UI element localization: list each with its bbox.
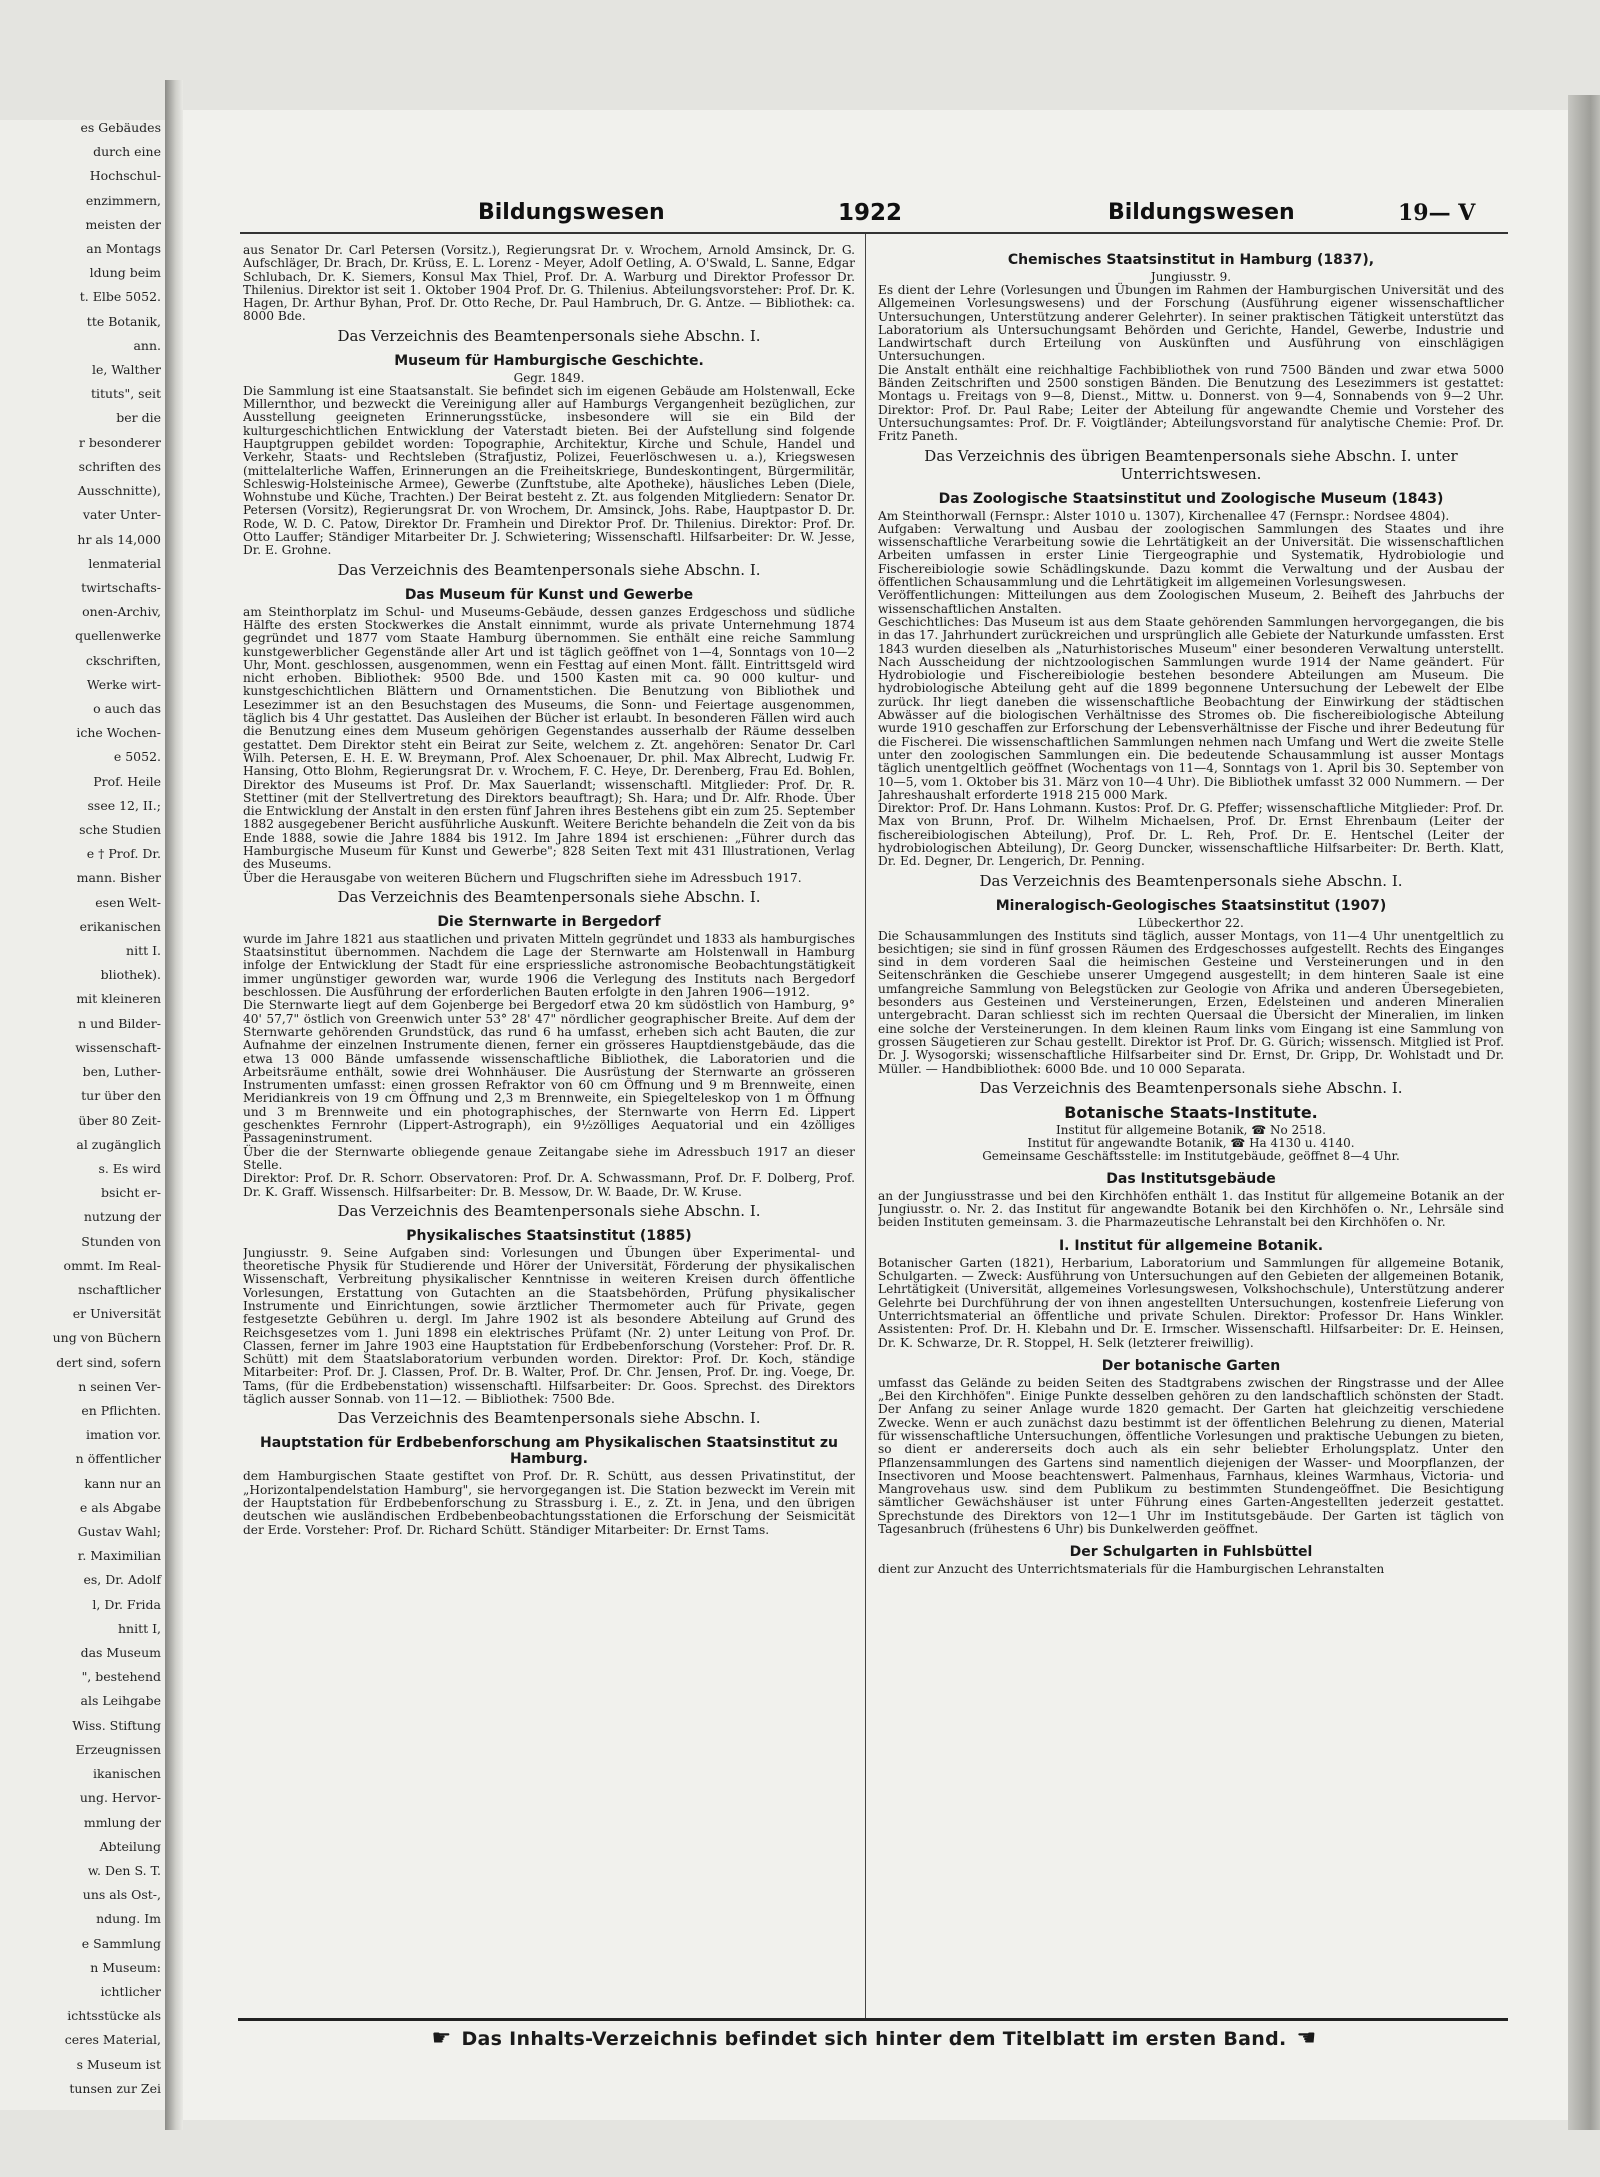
section-heading: Hauptstation für Erdbebenforschung am Physikalischen Staatsinstitut zu Hamburg. bbox=[260, 1435, 838, 1468]
body-paragraph: Geschichtliches: Das Museum ist aus dem Staate gehörenden Sammlungen hervorgegangen, die bis in das 17. Jahrhundert zurückreichen und ursprünglich alle Gebiete der Naturkunde umfassten. Erst 1843 wurden dieselben als „Naturhistorisches Museum" einer besonderen Verwaltung unterstellt. Nach Ausscheidung der nichtzoologischen Sammlungen wurde 1914 der Name geändert. Für Hydrobiologie und Fischereibiologie bestehen besondere Abteilungen am Museum. Die hydrobiologische Abteilung geht auf die 1899 begonnene Untersuchung der Lebewelt der Elbe zurück. Ihr liegt daneben die wissenschaftliche Beobachtung der Einwirkung der städtischen Abwässer auf die biologischen Verhältnisse des Stromes ob. Die fischereibiologische Abteilung wurde 1910 geschaffen zur Erforschung der Lebensverhältnisse der Fische und ihrer Bedeutung für die Fischerei. Die wissenschaftlichen Sammlungen nehmen nach Umfang und Wert die zweite Stelle unter den zoologischen Sammlungen ein. Die bedeutende Schausammlung ist ausser Montags täglich unentgeltlich geöffnet (Wochentags von 11—4, Sonntags von 1. April bis 30. September von 10—5, vom 1. Oktober bis 31. März von 10—4 Uhr). Die Bibliothek umfasst 32 000 Nummern. — Der Jahreshaushalt erforderte 1918 215 000 Mark. bbox=[878, 614, 1504, 802]
section-subline: Institut für angewandte Botanik, ☎ Ha 4130 u. 4140. bbox=[1027, 1135, 1355, 1150]
body-paragraph: am Steinthorplatz im Schul- und Museums-Gebäude, dessen ganzes Erdgeschoss und südliche Hälfte des ersten Stockwerkes die Anstalt einnimmt, wurde als private Unternehmung 1874 gegründet und 1877 vom Staate Hamburg übernommen. Sie enthält eine reiche Sammlung kunstgewerblicher Gegenstände aller Art und ist täglich geöffnet von 1—4, Sonntags von 10—2 Uhr, Mont. geschlossen, ausgenommen, wenn ein Festtag auf einen Mont. fällt. Eintrittsgeld wird nicht erhoben. Bibliothek: 9500 Bde. und 1500 Kasten mit ca. 90 000 kultur- und kunstgeschichtlichen Blättern und Ornamentstichen. Die Benutzung von Bibliothek und Lesezimmer ist an den Besuchstagen des Museums, die Sonn- und Feiertage ausgenommen, täglich bis 4 Uhr gestattet. Das Ausleihen der Bücher ist erlaubt. In besonderen Fällen wird auch die Benutzung eines dem Museum gehörigen Gegenstandes ausserhalb der Räume desselben gestattet. Dem Direktor steht ein Beirat zur Seite, welchem z. Zt. angehören: Senator Dr. Carl Wilh. Petersen, E. H. E. W. Breymann, Prof. Alex Schoenauer, Dr. phil. Max Albrecht, Ludwig Fr. Hansing, Otto Blohm, Regierungsrat Dr. v. Wrochem, F. C. Heye, Dr. Derenberg, Frau Ed. Bohlen, Direktor des Museums ist Prof. Dr. Max Sauerlandt; wissenschaftl. Mitglieder: Prof. Dr. R. Stettiner (mit der Stellvertretung des Direktors beauftragt); Sh. Hara; und Dr. Alfr. Rhode. Über die Entwicklung der Anstalt in den ersten fünf Jahren ihres Bestehens gibt ein zum 25. September 1882 ausgegebener Bericht ausführliche Auskunft. Weitere Berichte behandeln die Zeit von da bis Ende 1888, sowie die Jahre 1884 bis 1912. Im Jahre 1894 ist erschienen: „Führer durch das Hamburgische Museum für Kunst und Gewerbe"; 828 Seiten Text mit 431 Illustrationen, Verlag des Museums. bbox=[243, 604, 855, 872]
facing-page-line: iche Wochen- bbox=[76, 725, 161, 740]
body-paragraph: Über die Herausgabe von weiteren Büchern und Flugschriften siehe im Adressbuch 1917. bbox=[243, 870, 802, 885]
facing-page-line: an Montags bbox=[86, 241, 161, 256]
facing-page-line: r. Maximilian bbox=[77, 1548, 161, 1563]
footer-rule bbox=[238, 2018, 1508, 2021]
facing-page-line: erikanischen bbox=[79, 919, 161, 934]
section-heading: Botanische Staats-Institute. bbox=[1064, 1102, 1318, 1122]
body-paragraph: Botanischer Garten (1821), Herbarium, Laboratorium und Sammlungen für allgemeine Botanik, Schulgarten. — Zweck: Ausführung von Untersuchungen auf den Gebieten der allgemeinen Botanik, Lehrtätigkeit (Universität, allgemeines Vorlesungswesen, Volkshochschule), Unterstützung anderer Gelehrte bei Durchführung der von ihnen angestellten Untersuchungen, kostenfreie Lieferung von Unterrichtsmaterial an öffentliche und private Schulen. Direktor: Professor Dr. Hans Winkler. Assistenten: Prof. Dr. H. Klebahn und Dr. E. Irmscher. Wissenschaftl. Hilfsarbeiter: Dr. E. Heinsen, Dr. K. Schwarze, Dr. R. Stoppel, H. Selk (letzterer freiwillig). bbox=[878, 1255, 1504, 1350]
facing-page-line: ommt. Im Real- bbox=[63, 1258, 161, 1273]
section-heading: I. Institut für allgemeine Botanik. bbox=[1058, 1237, 1324, 1254]
section-subline: Institut für allgemeine Botanik, ☎ No 2518. bbox=[1056, 1122, 1326, 1137]
section-heading: Museum für Hamburgische Geschichte. bbox=[394, 352, 704, 369]
facing-page-line: es Gebäudes bbox=[80, 120, 161, 135]
facing-page-line: nutzung der bbox=[83, 1209, 161, 1224]
body-paragraph: Veröffentlichungen: Mitteilungen aus dem Zoologischen Museum, 2. Beiheft des Jahrbuchs der wissenschaftlichen Anstalten. bbox=[878, 588, 1504, 616]
facing-page-line: s. Es wird bbox=[98, 1161, 161, 1176]
facing-page-line: Hochschul- bbox=[89, 168, 161, 183]
facing-page-line: ichtsstücke als bbox=[67, 2008, 161, 2023]
body-paragraph: Die Sammlung ist eine Staatsanstalt. Sie befindet sich im eigenen Gebäude am Holstenwall, Ecke Millernthor, und bezweckt die Vereinigung aller auf Hamburgs Vergangenheit bezüglichen, zur Ausstellung geeigneten Erinnerungsstücke, insbesondere will sie ein Bild der kulturgeschichtlichen Entwicklung der Vaterstadt bieten. Bei der Aufstellung sind folgende Hauptgruppen gebildet worden: Topographie, Architektur, Kirche und Schule, Handel und Verkehr, Staats- und Rechtsleben (Strafjustiz, Polizei, Feuerlöschwesen u. a.), Kriegswesen (mittelalterliche Waffen, Erinnerungen an die Freiheitskriege, Bundeskontingent, Bürgermilitär, Schleswig-Holsteinische Armee), Gewerbe (Zunftstube, alte Apotheke), häusliches Leben (Diele, Wohnstube und Küche, Trachten.) Der Beirat besteht z. Zt. aus folgenden Mitgliedern: Senator Dr. Petersen (Vorsitz), Regierungsrat Dr. von Wrochem, Dr. Amsinck, Johs. Rabe, Hauptpastor D. Dr. Rode, W. D. C. Patow, Direktor Dr. Framhein und Direktor Prof. Dr. Thilenius. Direktor: Prof. Dr. Otto Lauffer; Ständiger Mitarbeiter Dr. J. Schwietering; Wissenschaftl. Hilfsarbeiter: Dr. W. Jesse, Dr. E. Grohne. bbox=[243, 383, 855, 558]
facing-page-line: ung von Büchern bbox=[52, 1330, 161, 1345]
facing-page-line: n öffentlicher bbox=[75, 1451, 161, 1466]
section-heading: Der Schulgarten in Fuhlsbüttel bbox=[1069, 1544, 1313, 1561]
facing-page-line: ceres Material, bbox=[64, 2032, 161, 2047]
section-heading: Das Zoologische Staatsinstitut und Zoologische Museum (1843) bbox=[938, 490, 1444, 507]
facing-page-line: onen-Archiv, bbox=[82, 604, 161, 619]
facing-page-line: Ausschnitte), bbox=[77, 483, 161, 498]
facing-page-line: esen Welt- bbox=[95, 895, 161, 910]
facing-page-line: über 80 Zeit- bbox=[78, 1113, 161, 1128]
facing-page-line: Stunden von bbox=[81, 1234, 161, 1249]
facing-page-line: tituts", seit bbox=[90, 386, 161, 401]
facing-page-line: ung. Hervor- bbox=[79, 1790, 161, 1805]
facing-page-line: Gustav Wahl; bbox=[77, 1524, 161, 1539]
facing-page-line: le, Walther bbox=[91, 362, 161, 377]
facing-page-line: nschaftlicher bbox=[77, 1282, 161, 1297]
facing-page-line: e Sammlung bbox=[81, 1936, 161, 1951]
body-paragraph: dient zur Anzucht des Unterrichtsmaterials für die Hamburgischen Lehranstalten bbox=[878, 1562, 1385, 1577]
facing-page-line: uns als Ost-, bbox=[82, 1887, 161, 1902]
facing-page-line: r besonderer bbox=[78, 435, 161, 450]
body-paragraph: Es dient der Lehre (Vorlesungen und Übungen im Rahmen der Hamburgischen Universität und des Allgemeinen Vorlesungswesens) und der Forschung (Ausführung eigener wissenschaftlicher Untersuchungen, Unterstützung anderer Gelehrter). In seiner praktischen Tätigkeit unterstützt das Laboratorium als Untersuchungsamt Behörden und Gerichte, Handel, Gewerbe, Industrie und Landwirtschaft durch Erteilung von Auskünften und Ausführung von einschlägigen Untersuchungen. bbox=[878, 283, 1504, 364]
facing-page-line: ann. bbox=[133, 338, 161, 353]
facing-page-line: en Pflichten. bbox=[81, 1403, 161, 1418]
facing-page-line: tunsen zur Zei bbox=[69, 2081, 161, 2096]
cross-reference: Das Verzeichnis des Beamtenpersonals siehe Abschn. I. bbox=[337, 1201, 761, 1220]
left-column bbox=[243, 244, 855, 2014]
body-paragraph: dem Hamburgischen Staate gestiftet von Prof. Dr. R. Schütt, aus dessen Privatinstitut, der „Horizontalpendelstation Hamburg", sie hervorgegangen ist. Die Station bezweckt im Verein mit der Hauptstation für Erdbebenforschung zu Strassburg i. E., z. Zt. in Jena, und den übrigen deutschen wie ausländischen Erdbebenbeobachtungsstationen die Erforschung der Seismicität der Erde. Vorsteher: Prof. Dr. Richard Schütt. Ständiger Mitarbeiter: Dr. Ernst Tams. bbox=[243, 1469, 855, 1537]
facing-page-line: ", bestehend bbox=[81, 1669, 161, 1684]
page-number: 19— V bbox=[1398, 200, 1476, 226]
facing-page-line: e als Abgabe bbox=[79, 1500, 161, 1515]
cross-reference: Das Verzeichnis des Beamtenpersonals siehe Abschn. I. bbox=[337, 1409, 761, 1428]
facing-page-line: durch eine bbox=[93, 144, 161, 159]
facing-page-edge bbox=[0, 120, 165, 2110]
facing-page-line: hr als 14,000 bbox=[77, 532, 161, 547]
section-heading: Das Institutsgebäude bbox=[1106, 1170, 1276, 1187]
section-subline: Jungiusstr. 9. bbox=[1150, 270, 1232, 284]
facing-page-line: meisten der bbox=[85, 217, 161, 232]
facing-page-line: tte Botanik, bbox=[86, 314, 161, 329]
facing-page-line: quellenwerke bbox=[75, 628, 161, 643]
facing-page-line: mit kleineren bbox=[76, 991, 161, 1006]
facing-page-line: mann. Bisher bbox=[76, 870, 161, 885]
section-heading: Mineralogisch-Geologisches Staatsinstitut (1907) bbox=[995, 897, 1387, 914]
facing-page-line: o auch das bbox=[93, 701, 161, 716]
facing-page-line: schriften des bbox=[78, 459, 161, 474]
facing-page-line: n Museum: bbox=[90, 1960, 161, 1975]
pointing-hand-left-icon: ☛ bbox=[431, 2026, 452, 2051]
facing-page-line: ckschriften, bbox=[85, 653, 161, 668]
running-head-left: Bildungswesen bbox=[478, 200, 665, 225]
facing-page-line: ndung. Im bbox=[96, 1911, 161, 1926]
facing-page-line: Wiss. Stiftung bbox=[72, 1718, 161, 1733]
facing-page-line: hnitt I, bbox=[117, 1621, 161, 1636]
facing-page-line: sche Studien bbox=[79, 822, 161, 837]
pointing-hand-right-icon: ☚ bbox=[1296, 2026, 1317, 2051]
footer-text: Das Inhalts-Verzeichnis befindet sich hinter dem Titelblatt im ersten Band. bbox=[461, 2028, 1287, 2050]
body-paragraph: Jungiusstr. 9. Seine Aufgaben sind: Vorlesungen und Übungen über Experimental- und theoretische Physik für Studierende und Hörer der Universität, Förderung der physikalischen Wissenschaft, Verbreitung physikalischer Kenntnisse in weiteren Kreisen durch öffentliche Vorlesungen, Erstattung von Gutachten an die Staatsbehörden, Prüfung physikalischer Instrumente und Einrichtungen, sowie ärztlicher Thermometer auch für Private, gegen festgesetzte Gebühren u. dergl. Im Jahre 1902 ist als besondere Abteilung auf Grund des Reichsgesetzes vom 1. Juni 1898 ein elektrisches Prüfamt (Nr. 2) unter Leitung von Prof. Dr. Classen, ferner im Jahre 1903 eine Hauptstation für Erdbebenforschung (Vorsteher: Prof. Dr. R. Schütt) mit dem Staatslaboratorium verbunden worden. Direktor: Prof. Dr. Koch, ständige Mitarbeiter: Prof. Dr. J. Classen, Prof. Dr. B. Walter, Prof. Dr. Chr. Jensen, Prof. Dr. ing. Voege, Dr. Tams, (für die Erdbebenstation) wissenschaftl. Hilfsarbeiter: Dr. Goos. Sprechst. des Direktors täglich ausser Sonnab. von 11—12. — Bibliothek: 7500 Bde. bbox=[243, 1245, 855, 1407]
body-paragraph: Die Sternwarte liegt auf dem Gojenberge bei Bergedorf etwa 20 km südöstlich von Hamburg, 9° 40' 57,7" östlich von Greenwich unter 53° 28' 47" nördlicher geographischer Breite. Auf dem der Sternwarte gehörenden Grundstück, das rund 6 ha umfasst, erheben sich acht Bauten, die zur Aufnahme der einzelnen Instrumente dienen, ferner ein grösseres Hauptdienstgebäude, das die etwa 13 000 Bände umfassende wissenschaftliche Bibliothek, die Laboratorien und die Arbeitsräume enthält, sowie drei Wohnhäuser. Die Ausrüstung der Sternwarte an grösseren Instrumenten umfasst: einen grossen Refraktor von 60 cm Öffnung und 9 m Brennweite, einen Meridiankreis von 19 cm Öffnung und 2,3 m Brennweite, ein Spiegelteleskop von 1 m Öffnung und 3 m Brennweite und ein photographisches, der Sternwarte von Herrn Ed. Lippert geschenktes Fernrohr (Lippert-Astrograph), ein 9½zölliges Aequatorial und ein 4zölliges Passageninstrument. bbox=[243, 998, 855, 1146]
cross-reference: Das Verzeichnis des Beamtenpersonals siehe Abschn. I. bbox=[337, 560, 761, 579]
body-paragraph: Direktor: Prof. Dr. R. Schorr. Observatoren: Prof. Dr. A. Schwassmann, Prof. Dr. F. Dolberg, Prof. Dr. K. Graff. Wissensch. Hilfsarbeiter: Dr. B. Messow, Dr. W. Baade, Dr. W. Kruse. bbox=[243, 1171, 855, 1199]
facing-page-line: wissenschaft- bbox=[75, 1040, 161, 1055]
facing-page-line: e † Prof. Dr. bbox=[86, 846, 161, 861]
body-paragraph: Direktor: Prof. Dr. Hans Lohmann. Kustos: Prof. Dr. G. Pfeffer; wissenschaftliche Mitglieder: Prof. Dr. Max von Brunn, Prof. Dr. Wilhelm Michaelsen, Prof. Dr. Ernst Ehrenbaum (Leiter der fischereibiologischen Abteilung), Prof. Dr. L. Reh, Prof. Dr. E. Hentschel (Leiter der hydrobiologischen Abteilung), Dr. Georg Duncker, wissenschaftliche Hilfsarbeiter: Dr. Berth. Klatt, Dr. Ed. Degner, Dr. Lengerich, Dr. Penning. bbox=[878, 801, 1504, 869]
facing-page-line: ikanischen bbox=[93, 1766, 161, 1781]
facing-page-line: Abteilung bbox=[99, 1839, 161, 1854]
facing-page-line: n seinen Ver- bbox=[78, 1379, 161, 1394]
facing-page-line: l, Dr. Frida bbox=[92, 1597, 161, 1612]
facing-page-line: vater Unter- bbox=[82, 507, 161, 522]
facing-page-line: ssee 12, II.; bbox=[87, 798, 161, 813]
facing-page-line: ber die bbox=[116, 410, 161, 425]
facing-page-line: bliothek). bbox=[100, 967, 161, 982]
running-head-year: 1922 bbox=[838, 200, 903, 226]
facing-page-line: mmlung der bbox=[83, 1815, 161, 1830]
body-paragraph: Die Anstalt enthält eine reichhaltige Fachbibliothek von rund 7500 Bänden und zwar etwa 5000 Bänden Zeitschriften und 2500 sonstigen Bänden. Die Benutzung des Lesezimmers ist gestattet: Montags u. Freitags von 9—8, Dienst., Mittw. u. Donnerst. von 9—4, Sonnabends von 9—2 Uhr. Direktor: Prof. Dr. Paul Rabe; Leiter der Abteilung für angewandte Chemie und Vorsteher des Untersuchungsamtes: Prof. Dr. F. Voigtländer; Abteilungsvorstand für analytische Chemie: Prof. Dr. Fritz Paneth. bbox=[878, 362, 1504, 444]
book-gutter bbox=[165, 80, 183, 2130]
cross-reference: Das Verzeichnis des Beamtenpersonals siehe Abschn. I. bbox=[337, 326, 761, 345]
cross-reference: Das Verzeichnis des Beamtenpersonals siehe Abschn. I. bbox=[337, 887, 761, 906]
facing-page-line: imation vor. bbox=[85, 1427, 161, 1442]
body-paragraph: aus Senator Dr. Carl Petersen (Vorsitz.), Regierungsrat Dr. v. Wrochem, Arnold Amsinck, Dr. G. Aufschläger, Dr. Brach, Dr. Krüss, E. L. Lorenz - Meyer, Adolf Oetling, A. O'Swald, L. Sanne, Edgar Schlubach, Dr. K. Siemers, Konsul Max Thiel, Prof. Dr. A. Warburg und Direktor Professor Dr. Thilenius. Direktor ist seit 1. Oktober 1904 Prof. Dr. G. Thilenius. Abteilungsvorsteher: Prof. Dr. K. Hagen, Dr. Arthur Byhan, Prof. Dr. Otto Reche, Dr. Paul Hambruch, Dr. G. Antze. — Bibliothek: ca. 8000 Bde. bbox=[243, 244, 855, 324]
facing-page-line: bsicht er- bbox=[100, 1185, 161, 1200]
facing-page-line: es, Dr. Adolf bbox=[83, 1572, 161, 1587]
facing-page-line: w. Den S. T. bbox=[87, 1863, 161, 1878]
body-paragraph: Am Steinthorwall (Fernspr.: Alster 1010 u. 1307), Kirchenallee 47 (Fernspr.: Nordsee 4804). bbox=[878, 508, 1450, 523]
facing-page-line: s Museum ist bbox=[76, 2057, 161, 2072]
running-head-right: Bildungswesen bbox=[1108, 200, 1295, 225]
right-column bbox=[878, 244, 1504, 2014]
cross-reference: Das Verzeichnis des Beamtenpersonals siehe Abschn. I. bbox=[979, 1078, 1403, 1097]
facing-page-line: als Leihgabe bbox=[80, 1693, 161, 1708]
facing-page-line: kann nur an bbox=[84, 1476, 161, 1491]
section-heading: Physikalisches Staatsinstitut (1885) bbox=[406, 1227, 692, 1244]
header-rule bbox=[240, 232, 1508, 234]
facing-page-line: Prof. Heile bbox=[93, 774, 161, 789]
column-divider bbox=[865, 234, 866, 2020]
facing-page-line: er Universität bbox=[72, 1306, 161, 1321]
section-subline: Lübeckerthor 22. bbox=[1138, 915, 1244, 930]
section-heading: Der botanische Garten bbox=[1101, 1357, 1281, 1374]
facing-page-line: lenmaterial bbox=[88, 556, 161, 571]
facing-page-line: ben, Luther- bbox=[82, 1064, 161, 1079]
section-subline: Gemeinsame Geschäftsstelle: im Institutgebäude, geöffnet 8—4 Uhr. bbox=[982, 1148, 1400, 1163]
body-paragraph: Aufgaben: Verwaltung und Ausbau der zoologischen Sammlungen des Staates und ihre wissenschaftliche Verarbeitung sowie die Lehrtätigkeit an der Universität. Die wissenschaftlichen Arbeiten umfassen in erster Linie Tiergeographie und Systematik, Hydrobiologie und Fischereibiologie sowie Schädlingskunde. Dazu kommt die Verwaltung und der Ausbau der öffentlichen Schausammlung und die Lehrtätigkeit im allgemeinen Vorlesungswesen. bbox=[878, 521, 1504, 590]
facing-page-line: t. Elbe 5052. bbox=[79, 289, 161, 304]
section-heading: Die Sternwarte in Bergedorf bbox=[437, 913, 661, 930]
facing-page-line: Werke wirt- bbox=[86, 677, 161, 692]
page-edge-shadow bbox=[1568, 95, 1600, 2130]
facing-page-line: Erzeugnissen bbox=[75, 1742, 161, 1757]
body-paragraph: Über die der Sternwarte obliegende genaue Zeitangabe siehe im Adressbuch 1917 an dieser Stelle. bbox=[243, 1144, 855, 1172]
facing-page-line: ldung beim bbox=[89, 265, 161, 280]
body-paragraph: wurde im Jahre 1821 aus staatlichen und privaten Mitteln gegründet und 1833 als hamburgisches Staatsinstitut übernommen. Nachdem die Lage der Sternwarte am Holstenwall in Hamburg infolge der Entwicklung der Stadt für eine erspriessliche astronomische Beobachtungstätigkeit immer ungünstiger geworden war, wurde 1906 die Verlegung des Instituts nach Bergedorf beschlossen. Die Ausführung der erforderlichen Bauten erfolgte in den Jahren 1906—1912. bbox=[243, 931, 855, 1000]
facing-page-line: ichtlicher bbox=[100, 1984, 161, 1999]
facing-page-line: nitt I. bbox=[126, 943, 161, 958]
facing-page-line: n und Bilder- bbox=[78, 1016, 161, 1031]
facing-page-line: twirtschafts- bbox=[81, 580, 161, 595]
facing-page-line: das Museum bbox=[80, 1645, 161, 1660]
facing-page-line: e 5052. bbox=[113, 749, 161, 764]
body-paragraph: an der Jungiusstrasse und bei den Kirchhöfen enthält 1. das Institut für allgemeine Botanik an der Jungiusstr. o. Nr. 2. das Institut für angewandte Botanik bei den Kirchhöfen o. Nr., Lehrsäle sind beiden Instituten gemeinsam. 3. die Pharmazeutische Lehranstalt bei den Kirchhöfen o. Nr. bbox=[878, 1188, 1504, 1230]
cross-reference: Das Verzeichnis des übrigen Beamtenpersonals siehe Abschn. I. unter Unterrichtswesen. bbox=[924, 446, 1458, 483]
footer-note bbox=[240, 2026, 1508, 2051]
section-heading: Das Museum für Kunst und Gewerbe bbox=[404, 586, 694, 603]
section-subline: Gegr. 1849. bbox=[513, 370, 585, 385]
facing-page-line: tur über den bbox=[81, 1088, 161, 1103]
facing-page-line: enzimmern, bbox=[85, 193, 161, 208]
facing-page-line: al zugänglich bbox=[76, 1137, 161, 1152]
cross-reference: Das Verzeichnis des Beamtenpersonals siehe Abschn. I. bbox=[979, 871, 1403, 890]
section-heading: Chemisches Staatsinstitut in Hamburg (1837), bbox=[1007, 252, 1375, 268]
body-paragraph: umfasst das Gelände zu beiden Seiten des Stadtgrabens zwischen der Ringstrasse und der Allee „Bei den Kirchhöfen". Einige Punkte desselben gehören zu den landschaftlich schönsten der Stadt. Der Anfang zu seiner Anlage wurde 1820 gemacht. Der Garten hat gleichzeitig verschiedene Zwecke. Wenn er auch zunächst dazu bestimmt ist der öffentlichen Belehrung zu dienen, Material für wissenschaftliche Untersuchungen, öffentliche Vorlesungen und praktische Uebungen zu bieten, so dient er andererseits doch auch als ein sehr beliebter Erholungsplatz. Unter den Pflanzensammlungen des Gartens sind namentlich diejenigen der Wasser- und Moorpflanzen, der Insectivoren und Moose beachtenswert. Palmenhaus, Farnhaus, kleines Warmhaus, Victoria- und Mangrovehaus usw. sind dem Publikum zu bestimmten Stundengeöffnet. Die Besichtigung sämtlicher Gewächshäuser ist unter Führung eines Garten-Angestellten jederzeit gestattet. Sprechstunde des Direktors von 12—1 Uhr im Institutsgebäude. Der Garten ist täglich von Tagesanbruch (frühestens 6 Uhr) bis Dunkelwerden geöffnet. bbox=[878, 1375, 1504, 1537]
body-paragraph: Die Schausammlungen des Instituts sind täglich, ausser Montags, von 11—4 Uhr unentgeltlich zu besichtigen; sie sind in fünf grossen Räumen des Erdgeschosses aufgestellt. Rechts des Einganges sind in dem vorderen Saal die heimischen Gesteine und Versteinerungen und in den Seitenschränken die Geschiebe unserer Umgegend ausgestellt; in dem hinteren Saale ist eine umfangreiche Sammlung von Belegstücken zur Geologie von Afrika und anderen Übersegebieten, besonders aus Gesteinen und Versteinerungen, Erzen, Edelsteinen und anderen Mineralien untergebracht. Daran schliesst sich im rechten Quersaal die Übersicht der Mineralien, im linken eine solche der Versteinerungen. In dem kleinen Raum links vom Eingang ist eine Sammlung von grossen Säugetieren zur Schau gestellt. Direktor ist Prof. Dr. G. Gürich; wissensch. Mitglied ist Prof. Dr. J. Wysogorski; wissenschaftliche Hilfsarbeiter sind Dr. Ernst, Dr. Gripp, Dr. Wohlstadt und Dr. Müller. — Handbibliothek: 6000 Bde. und 10 000 Separata. bbox=[878, 928, 1504, 1076]
facing-page-line: dert sind, sofern bbox=[56, 1355, 161, 1370]
